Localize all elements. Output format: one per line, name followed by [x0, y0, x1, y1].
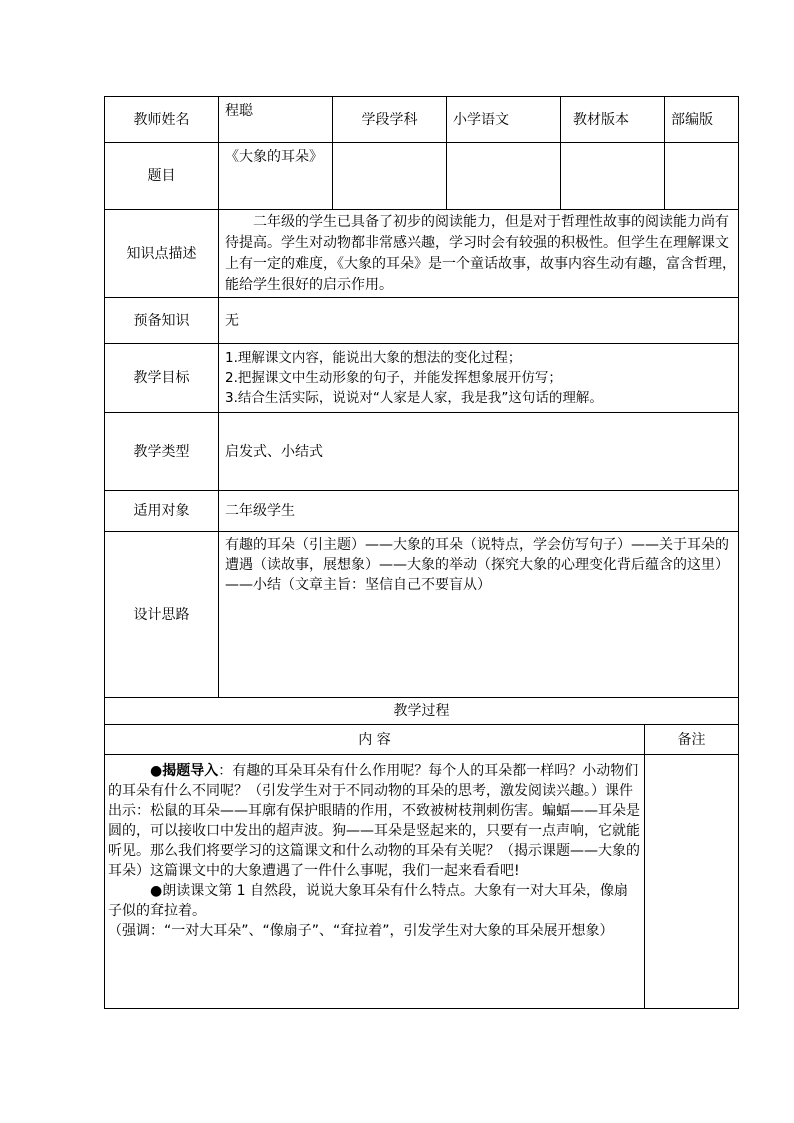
process-title-row: [105, 698, 739, 725]
content-header: 内 容: [105, 725, 645, 755]
goal-item: 3.结合生活实际，说说对“人家是人家，我是我”这句话的理解。: [225, 390, 603, 406]
audience-label: 适用对象: [105, 491, 219, 532]
design-label: 设计思路: [105, 532, 219, 698]
knowledge-row: [105, 210, 739, 298]
lesson-plan-table: [104, 96, 739, 1009]
edition-value: 部编版: [665, 97, 739, 143]
type-label: 教学类型: [105, 413, 219, 491]
design-row: [105, 532, 739, 698]
emphasis-paragraph: （强调：“一对大耳朵”、“像扇子”、“耷拉着”，引发学生对大象的耳朵展开想象）: [108, 923, 614, 939]
goals-label: 教学目标: [105, 344, 219, 413]
type-value: 启发式、小结式: [219, 413, 739, 491]
intro-heading: 揭题导入: [162, 763, 219, 779]
remarks-header: 备注: [645, 725, 739, 755]
prereq-value: 无: [219, 298, 739, 344]
design-text: [219, 532, 739, 698]
design-line: 有趣的耳朵（引主题）——大象的耳朵（说特点，学会仿写句子）——关于耳朵的遭遇（读故事，展想象）——大象的举动（探究大象的心理变化背后蕴含的这里）: [225, 537, 729, 573]
knowledge-label: 知识点描述: [105, 210, 219, 298]
process-content-row: [105, 755, 739, 1009]
goals-row: [105, 344, 739, 413]
teacher-row: [105, 97, 739, 143]
intro-paragraph: [108, 761, 641, 881]
prereq-label: 预备知识: [105, 298, 219, 344]
knowledge-text: 二年级的学生已具备了初步的阅读能力，但是对于哲理性故事的阅读能力尚有待提高。学生对动物都非常感兴趣，学习时会有较强的积极性。但学生在理解课文上有一定的难度，《大象的耳朵》是一个童话故事，故事内容生动有趣，富含哲理，能给学生很好的启示作用。: [219, 210, 739, 298]
process-content: [105, 755, 645, 1009]
teacher-label: 教师姓名: [105, 97, 219, 143]
title-row: [105, 143, 739, 210]
reading-paragraph: ●朗读课文第 1 自然段，说说大象耳朵有什么特点。大象有一对大耳朵，像扇子似的耷拉着。: [108, 883, 629, 919]
goal-item: 2.把握课文中生动形象的句子，并能发挥想象展开仿写；: [225, 370, 562, 386]
edition-label: 教材版本: [561, 97, 665, 143]
teacher-value: 程聪: [219, 97, 333, 143]
empty-cell: [333, 143, 447, 210]
empty-cell: [561, 143, 665, 210]
stage-label: 学段学科: [333, 97, 447, 143]
type-row: [105, 413, 739, 491]
bullet-icon: ●: [150, 763, 163, 779]
remarks-cell: [645, 755, 739, 1009]
intro-text: ：有趣的耳朵耳朵有什么作用呢？每个人的耳朵都一样吗？小动物们的耳朵有什么不同呢？（引发学生对于不同动物的耳朵的思考，激发阅读兴趣。）课件出示：松鼠的耳朵——耳廓有保护眼睛的作用，不致被树枝荆刺伤害。蝙蝠——耳朵是圆的，可以接收口中发出的超声波。狗——耳朵是竖起来的，只要有一点声响，它就能听见。那么我们将要学习的这篇课文和什么动物的耳朵有关呢？（揭示课题——大象的耳朵）这篇课文中的大象遭遇了一件什么事呢，我们一起来看看吧!: [108, 763, 640, 879]
process-header-row: [105, 725, 739, 755]
design-line: ——小结（文章主旨：坚信自己不要盲从）: [225, 577, 491, 593]
stage-value: 小学语文: [447, 97, 561, 143]
empty-cell: [447, 143, 561, 210]
empty-cell: [665, 143, 739, 210]
title-value: 《大象的耳朵》: [219, 143, 333, 210]
process-section-title: 教学过程: [105, 698, 739, 725]
goals-list: [219, 344, 739, 413]
prereq-row: [105, 298, 739, 344]
audience-row: [105, 491, 739, 532]
audience-value: 二年级学生: [219, 491, 739, 532]
title-label: 题目: [105, 143, 219, 210]
goal-item: 1.理解课文内容，能说出大象的想法的变化过程；: [225, 350, 522, 366]
